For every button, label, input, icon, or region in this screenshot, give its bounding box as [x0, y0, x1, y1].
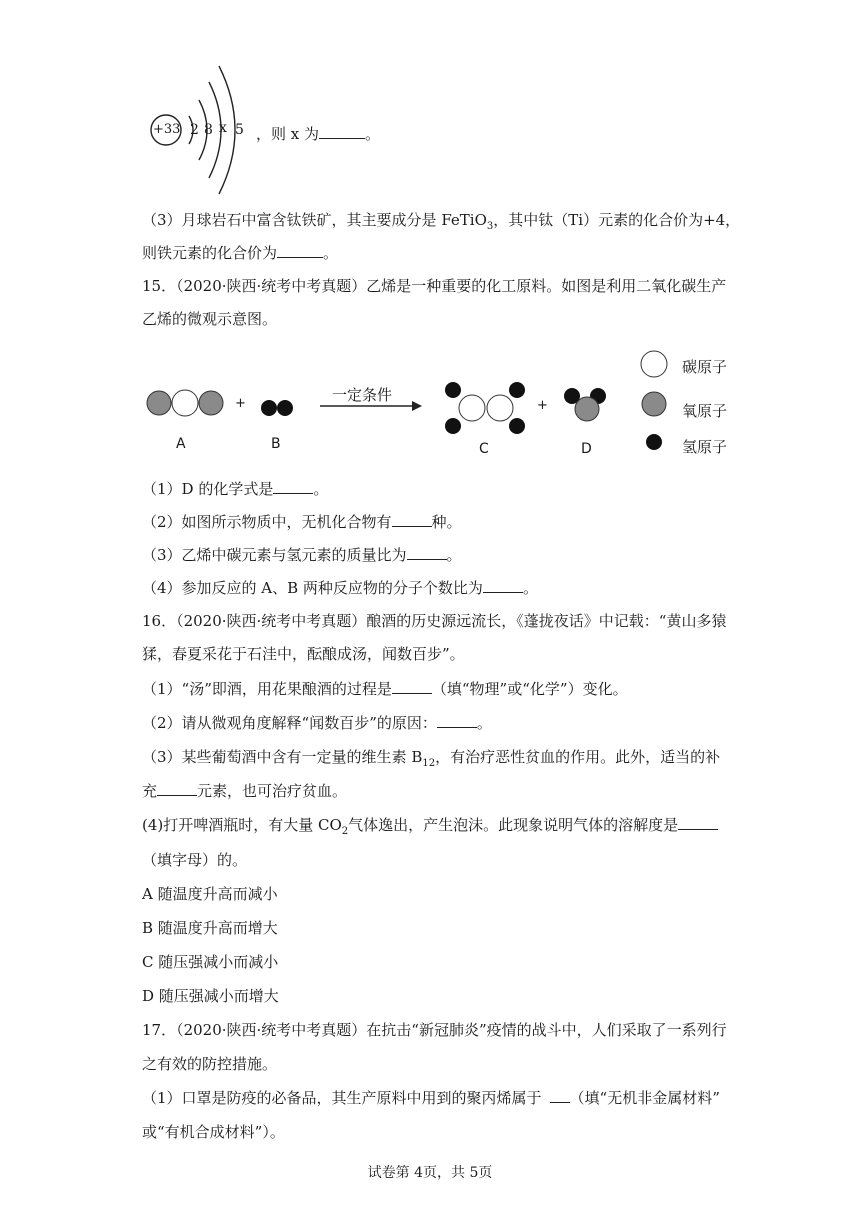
answer-blank[interactable] [392, 679, 432, 694]
q16-sub4-line1: (4)打开啤酒瓶时，有大量 $CO_2$气体逸出，产生泡沫。此现象说明气体的溶解度是 [142, 815, 718, 842]
q15-sub3: （3）乙烯中碳元素与氢元素的质量比为 。 [142, 546, 462, 564]
label-d: D [581, 441, 592, 457]
atom-question: ，则 x 为 。 [256, 125, 381, 143]
shell-1-count: 2 [190, 122, 199, 138]
q14-3-line1: （3）月球岩石中富含钛铁矿，其主要成分是 FeTiO$_3$，其中钛（Ti）元素的化合价为+4， [142, 211, 741, 232]
q15-stem-line2: 乙烯的微观示意图。 [142, 310, 278, 328]
reaction-molecules-svg [140, 340, 760, 470]
q15-sub1: （1）D 的化学式是 。 [142, 480, 329, 498]
page-footer: 试卷第 4页，共 5页 [367, 1165, 493, 1181]
legend-oxygen: 氧原子 [682, 402, 728, 420]
label-a: A [176, 436, 186, 452]
legend-carbon: 碳原子 [682, 358, 728, 376]
q16-option-a: A 随温度升高而减小 [142, 885, 278, 903]
answer-blank[interactable] [277, 243, 323, 258]
answer-blank[interactable] [273, 479, 313, 494]
q15-sub2: （2）如图所示物质中，无机化合物有 种。 [142, 513, 462, 531]
shell-3-count: x [219, 120, 227, 136]
answer-blank[interactable] [437, 713, 477, 728]
q15-sub4: （4）参加反应的 A、B 两种反应物的分子个数比为 。 [142, 579, 538, 597]
shell-4-count: 5 [235, 122, 244, 138]
q17-sub1-line2: 或“有机合成材料”）。 [142, 1123, 285, 1141]
plus-sign-2: + [537, 398, 548, 413]
answer-blank[interactable] [157, 781, 197, 796]
q17-sub1-line1: （1）口罩是防疫的必备品，其生产原料中用到的聚丙烯属于 （填“无机非金属材料” [142, 1089, 720, 1107]
q16-option-c: C 随压强减小而减小 [142, 953, 279, 971]
label-c: C [479, 441, 489, 457]
q16-sub3-line1: （3）某些葡萄酒中含有一定量的维生素 $B_{12}$，有治疗恶性贫血的作用。此外，适当的补 [142, 748, 721, 769]
q16-option-b: B 随温度升高而增大 [142, 919, 278, 937]
molecule-c-c2h4 [445, 382, 525, 434]
answer-blank[interactable] [407, 545, 447, 560]
legend-symbols [641, 351, 667, 450]
answer-blank[interactable] [319, 124, 365, 139]
q16-sub4-line2: （填字母）的。 [142, 851, 248, 869]
answer-blank[interactable] [678, 815, 718, 830]
q16-sub3-line2: 充 元素，也可治疗贫血。 [142, 782, 348, 800]
reaction-diagram [140, 340, 760, 470]
q15-stem-line1: 15．（2020·陕西·统考中考真题）乙烯是一种重要的化工原料。如图是利用二氧化碳生产 [142, 277, 727, 295]
molecule-b-h2 [261, 400, 293, 416]
answer-blank[interactable] [550, 1088, 570, 1103]
q17-stem-line1: 17．（2020·陕西·统考中考真题）在抗击“新冠肺炎”疫情的战斗中，人们采取了一系列行 [142, 1021, 727, 1039]
molecule-d-h2o [564, 388, 606, 421]
atom-structure-diagram [145, 62, 255, 202]
shell-2-count: 8 [204, 122, 213, 138]
reaction-condition: 一定条件 [332, 386, 393, 404]
q16-sub2: （2）请从微观角度解释“闻数百步”的原因： 。 [142, 714, 492, 732]
nucleus-charge: +33 [153, 122, 181, 137]
answer-blank[interactable] [392, 512, 432, 527]
q16-sub1: （1）“汤”即酒，用花果酿酒的过程是 （填“物理”或“化学”）变化。 [142, 680, 628, 698]
answer-blank[interactable] [483, 578, 523, 593]
q17-stem-line2: 之有效的防控措施。 [142, 1055, 278, 1073]
q14-3-line2: 则铁元素的化合价为 。 [142, 244, 339, 262]
q16-stem-line2: 猱，春夏采花于石洼中，酝酿成汤，闻数百步”。 [142, 645, 465, 663]
label-b: B [271, 436, 281, 452]
legend-hydrogen: 氢原子 [682, 438, 728, 456]
molecule-a-co2 [147, 390, 223, 416]
plus-sign-1: + [235, 396, 246, 411]
q16-stem-line1: 16．（2020·陕西·统考中考真题）酿酒的历史源远流长，《蓬拢夜话》中记载：“黄山多猿 [142, 612, 727, 630]
q16-option-d: D 随压强减小而增大 [142, 987, 279, 1005]
